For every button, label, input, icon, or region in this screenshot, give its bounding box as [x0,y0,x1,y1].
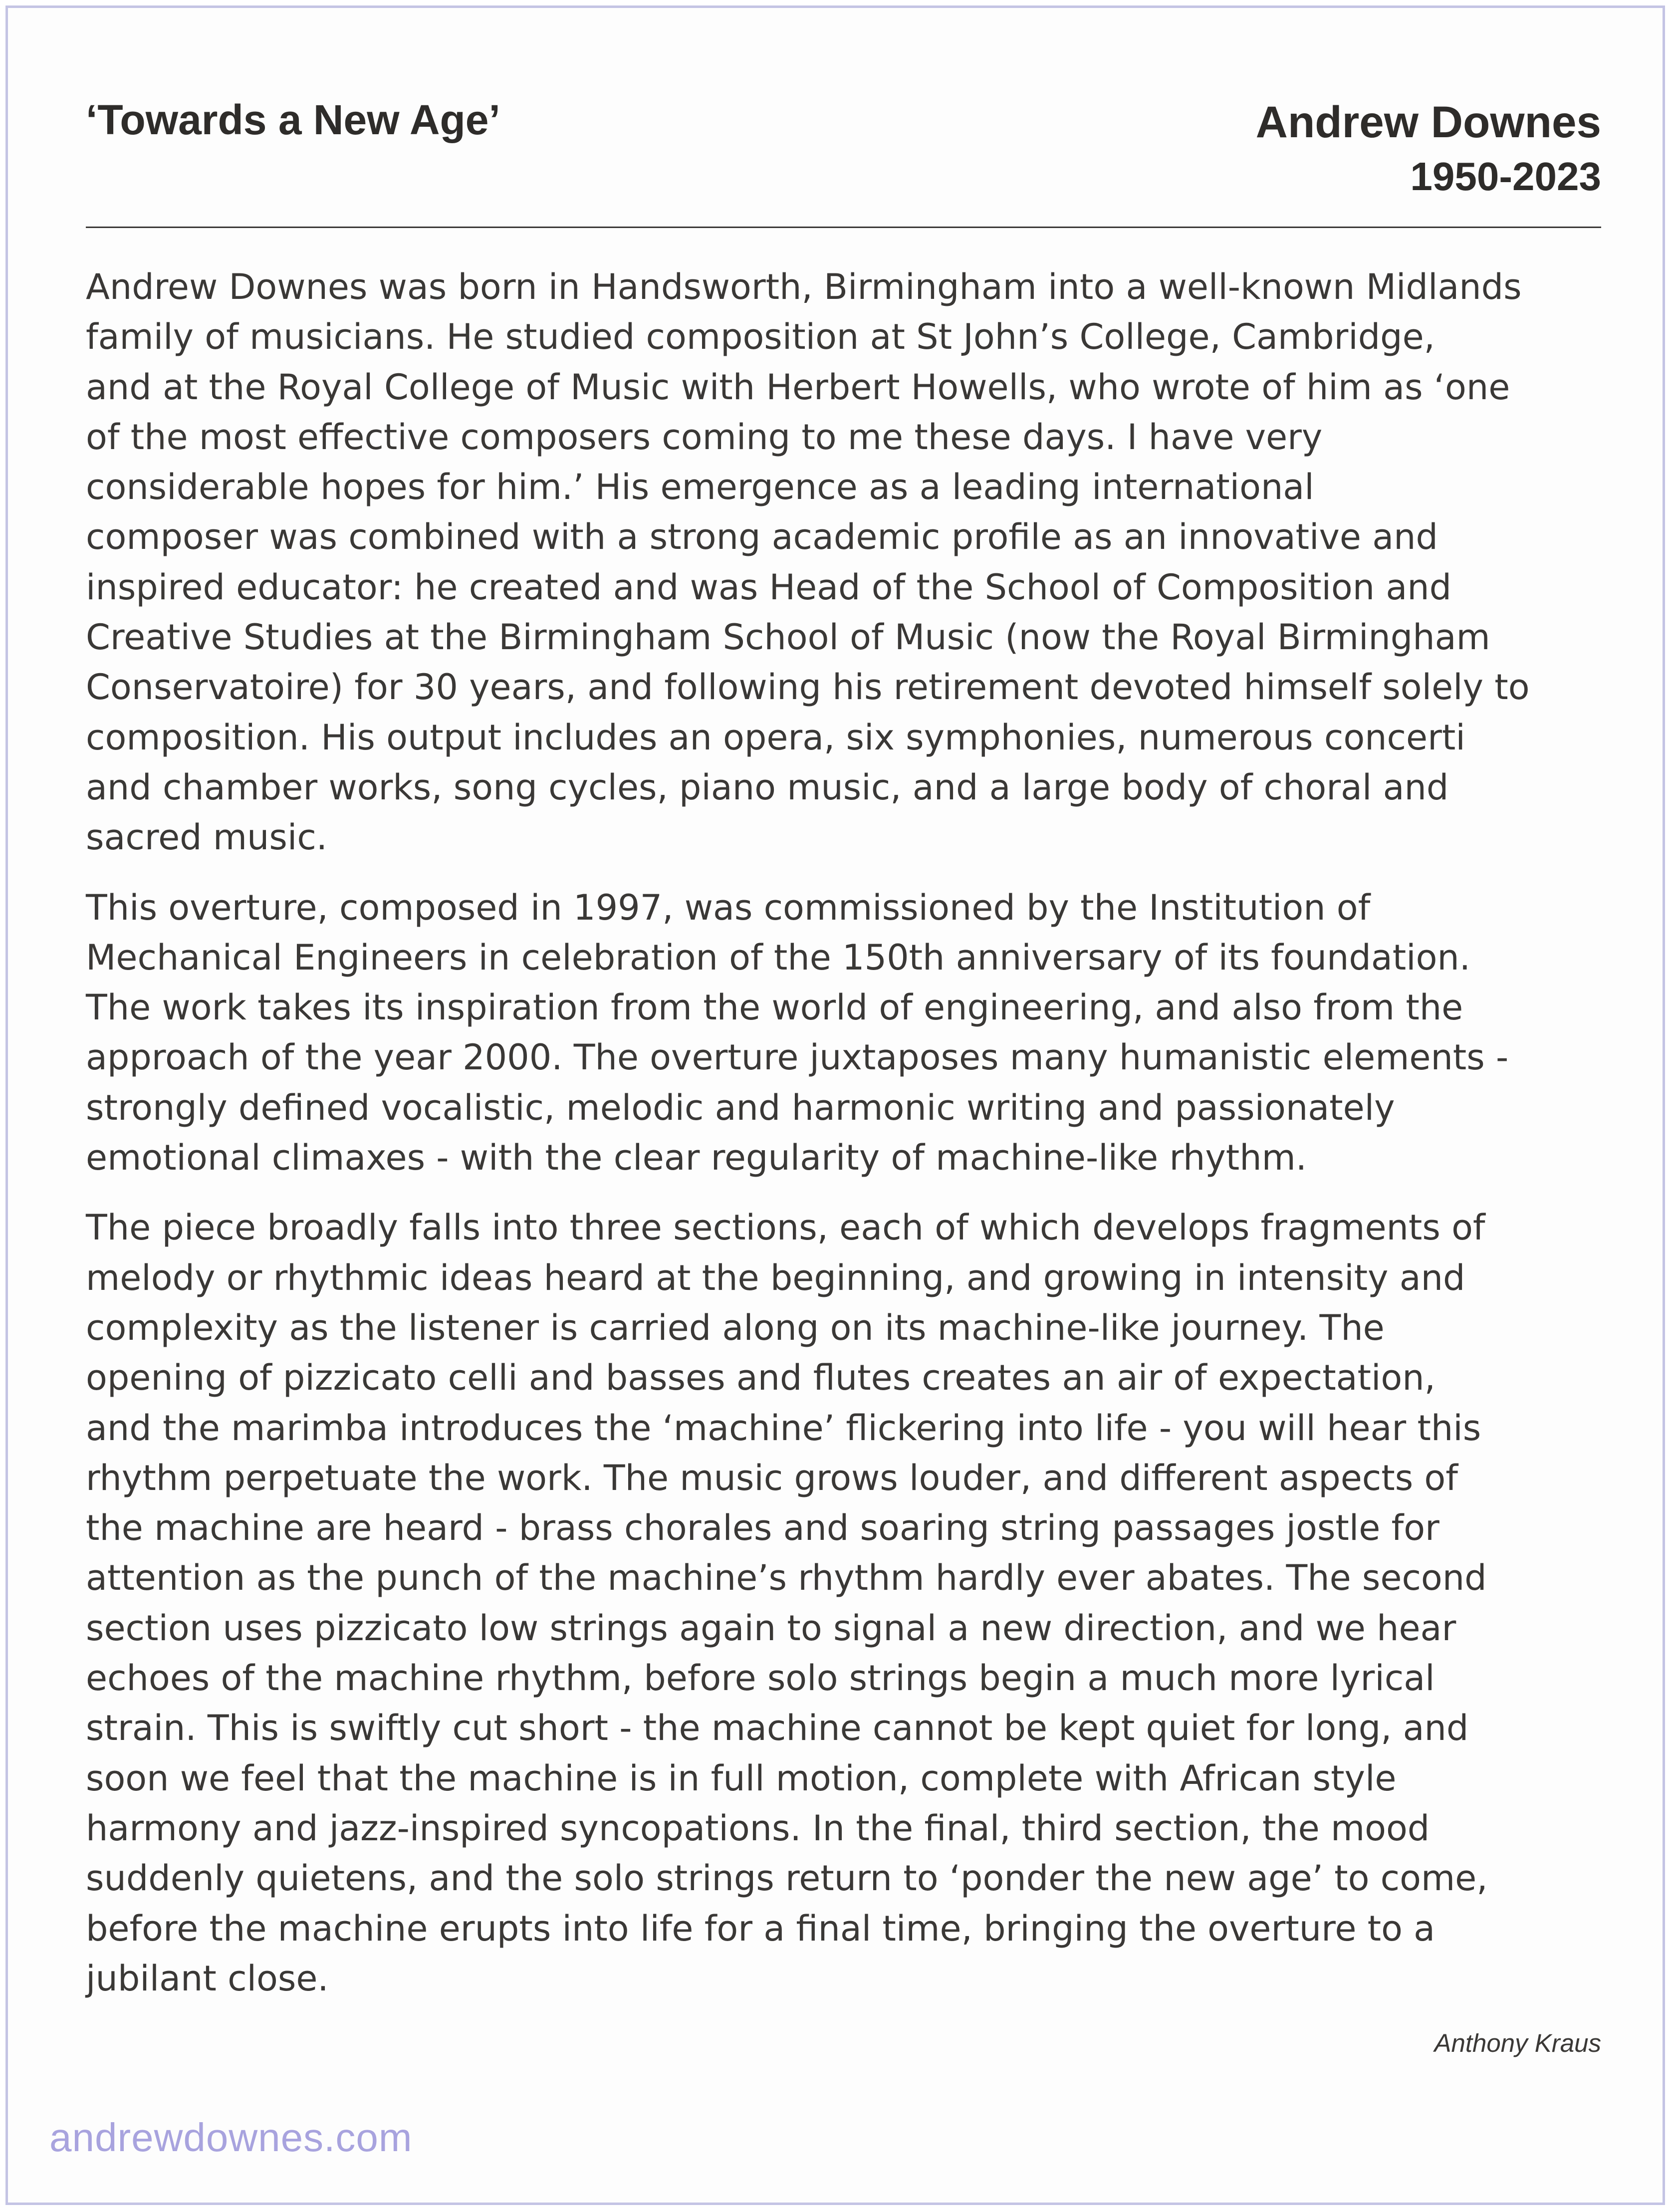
text-line: family of musicians. He studied composition at St John’s College, Cambridge, [86,316,1435,358]
text-line: melody or rhythmic ideas heard at the beginning, and growing in intensity and [86,1257,1465,1298]
text-line: Andrew Downes was born in Handsworth, Birmingham into a well-known Midlands [86,266,1522,307]
text-line: considerable hopes for him.’ His emergence as a leading international [86,467,1314,508]
text-line: jubilant close. [86,1958,329,1999]
text-line: Mechanical Engineers in celebration of the 150th anniversary of its foundation. [86,937,1471,978]
text-line: emotional climaxes - with the clear regularity of machine-like rhythm. [86,1137,1307,1179]
text-line: Conservatoire) for 30 years, and following his retirement devoted himself solely to [86,667,1530,708]
composer-block [1256,96,1601,203]
text-line: attention as the punch of the machine’s rhythm hardly ever abates. The second [86,1557,1487,1599]
text-line: harmony and jazz-inspired syncopations. In the final, third section, the mood [86,1807,1430,1849]
text-line: composition. His output includes an opera, six symphonies, numerous concerti [86,717,1465,758]
text-line: the machine are heard - brass chorales and soaring string passages jostle for [86,1507,1439,1549]
text-line: composer was combined with a strong academic profile as an innovative and [86,516,1438,558]
programme-note [86,262,1608,2023]
text-line: suddenly quietens, and the solo strings return to ‘ponder the new age’ to come, [86,1858,1488,1899]
paragraph [86,883,1608,1183]
header-divider [86,227,1601,228]
piece-title: ‘Towards a New Age’ [86,96,500,143]
text-line: soon we feel that the machine is in full motion, complete with African style [86,1757,1397,1799]
text-line: section uses pizzicato low strings again to signal a new direction, and we hear [86,1607,1456,1649]
text-line: The piece broadly falls into three sections, each of which develops fragments of [86,1207,1485,1248]
text-line: of the most effective composers coming to me these days. I have very [86,416,1323,458]
paragraph [86,262,1608,863]
author-signature: Anthony Kraus [1434,2029,1601,2057]
text-line: and the marimba introduces the ‘machine’ flickering into life - you will hear this [86,1407,1481,1449]
text-line: before the machine erupts into life for a final time, bringing the overture to a [86,1908,1436,1949]
text-line: strain. This is swiftly cut short - the machine cannot be kept quiet for long, and [86,1708,1469,1749]
text-line: sacred music. [86,817,328,858]
text-line: Creative Studies at the Birmingham School of Music (now the Royal Birmingham [86,617,1490,658]
paragraph [86,1203,1608,2003]
text-line: This overture, composed in 1997, was commissioned by the Institution of [86,887,1371,928]
text-line: inspired educator: he created and was Head of the School of Composition and [86,566,1452,608]
composer-dates: 1950-2023 [1410,154,1601,199]
text-line: strongly defined vocalistic, melodic and harmonic writing and passionately [86,1087,1395,1128]
text-line: complexity as the listener is carried along on its machine-like journey. The [86,1307,1385,1348]
text-line: and chamber works, song cycles, piano music, and a large body of choral and [86,766,1449,808]
text-line: rhythm perpetuate the work. The music grows louder, and different aspects of [86,1457,1458,1498]
text-line: The work takes its inspiration from the world of engineering, and also from the [86,987,1463,1028]
website-url: andrewdownes.com [49,2115,413,2160]
text-line: echoes of the machine rhythm, before solo strings begin a much more lyrical [86,1658,1435,1699]
text-line: and at the Royal College of Music with Herbert Howells, who wrote of him as ‘one [86,366,1510,408]
text-line: opening of pizzicato celli and basses and flutes creates an air of expectation, [86,1357,1436,1399]
text-line: approach of the year 2000. The overture juxtaposes many humanistic elements - [86,1037,1509,1078]
composer-name: Andrew Downes [1255,97,1601,147]
